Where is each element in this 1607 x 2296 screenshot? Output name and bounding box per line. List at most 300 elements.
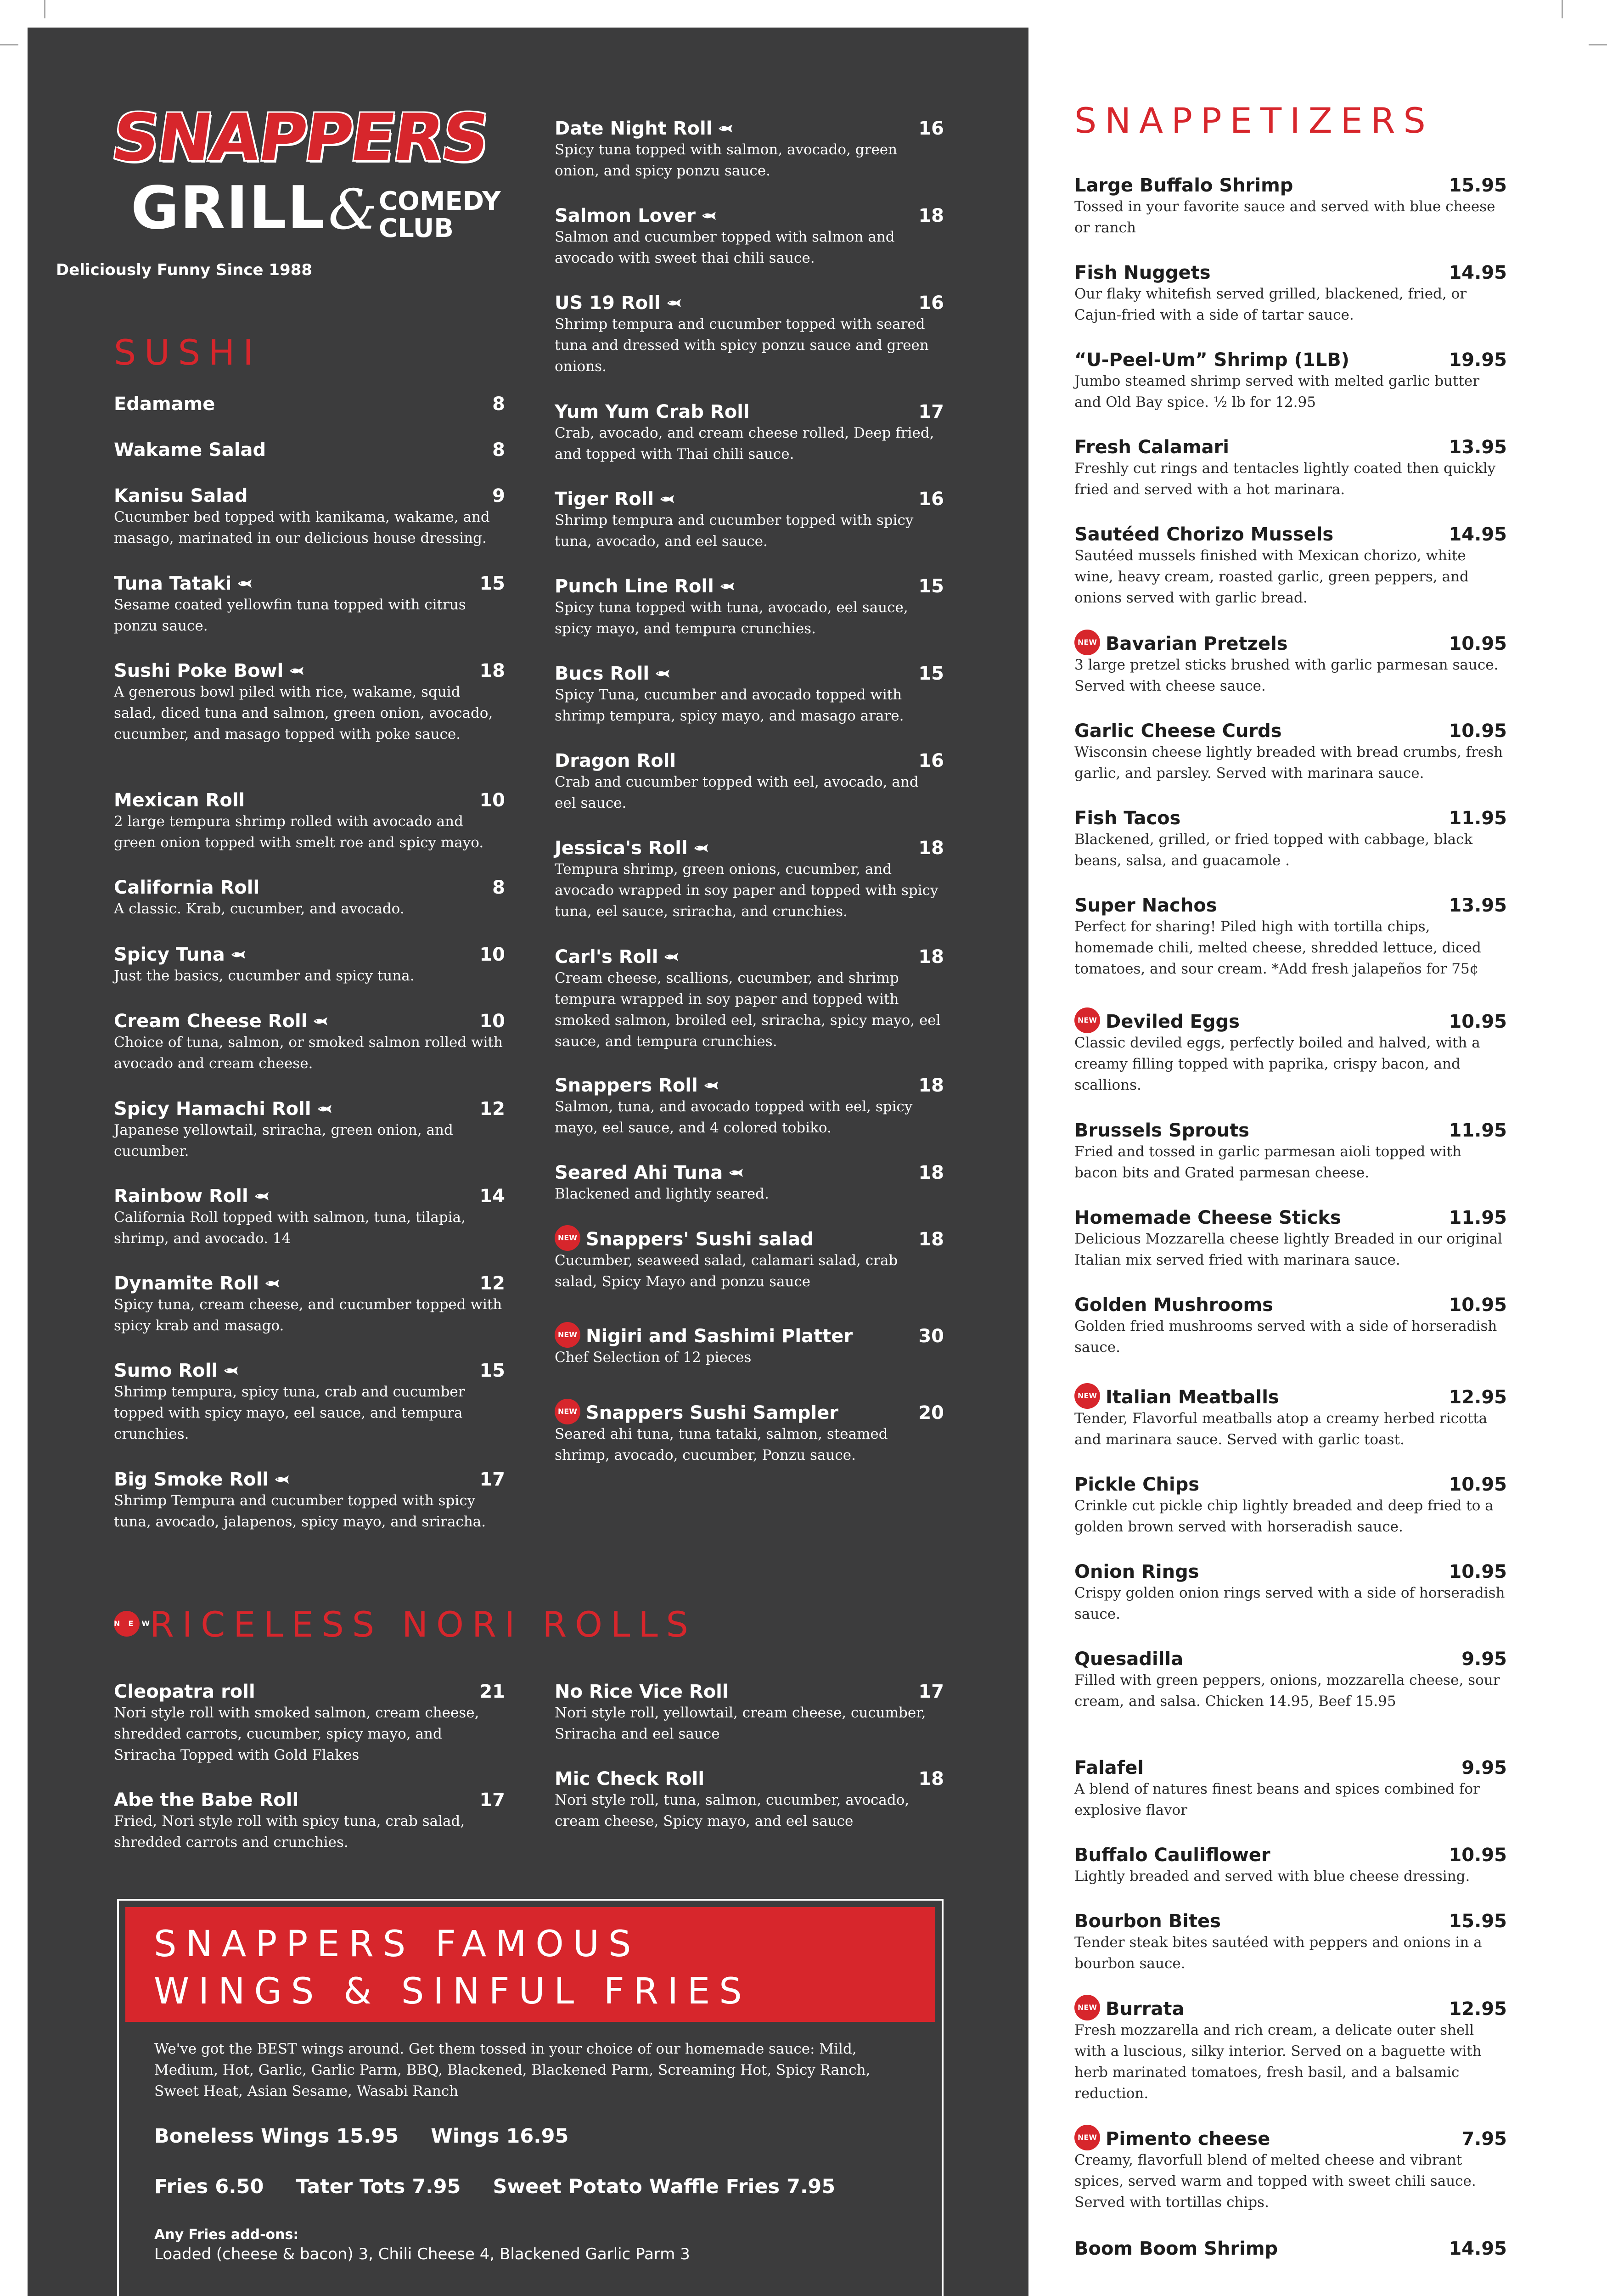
menu-item-price: 14.95 bbox=[1449, 262, 1507, 283]
menu-item-price: 13.95 bbox=[1449, 895, 1507, 916]
logo-ampersand: & bbox=[328, 178, 377, 242]
menu-item-name: Fish Tacos bbox=[1074, 808, 1181, 829]
menu-item-header bbox=[114, 1271, 505, 1296]
menu-item bbox=[1074, 435, 1507, 500]
menu-item bbox=[114, 1184, 505, 1249]
menu-item-description: A blend of natures finest beans and spices combined for explosive flavor bbox=[1074, 1781, 1480, 1818]
menu-item-description: Lightly breaded and served with blue cheese dressing. bbox=[1074, 1868, 1470, 1885]
menu-item-description: Our flaky whitefish served grilled, blackened, fried, or Cajun-fried with a side of tartar sauce. bbox=[1074, 286, 1467, 323]
menu-item-header bbox=[114, 484, 505, 508]
menu-item-name: Rainbow Roll bbox=[114, 1184, 270, 1209]
menu-item-description: Seared ahi tuna, tuna tataki, salmon, steamed shrimp, avocado, cucumber, Ponzu sauce. bbox=[555, 1426, 888, 1463]
menu-item-name: Onion Rings bbox=[1074, 1561, 1199, 1582]
menu-item bbox=[1074, 1385, 1507, 1450]
menu-item-header bbox=[1074, 1293, 1507, 1317]
menu-item-description: A generous bowl piled with rice, wakame, squid salad, diced tuna and salmon, green onion, avocado, cucumber, and masago topped with poke sauce. bbox=[114, 684, 493, 743]
menu-item-header bbox=[114, 392, 505, 416]
menu-item-price: 18 bbox=[918, 946, 944, 968]
menu-item-price: 9.95 bbox=[1461, 1649, 1507, 1670]
menu-item-name: Big Smoke Roll bbox=[114, 1467, 291, 1492]
menu-item-description: Tender steak bites sautéed with peppers and onions in a bourbon sauce. bbox=[1074, 1934, 1482, 1972]
raw-fish-icon bbox=[317, 1096, 333, 1120]
menu-item-name: Homemade Cheese Sticks bbox=[1074, 1207, 1341, 1228]
menu-item bbox=[1074, 1559, 1507, 1625]
menu-item-description: Crinkle cut pickle chip lightly breaded and deep fried to a golden brown served with horseradish sauce. bbox=[1074, 1497, 1494, 1535]
menu-item-price: 12.95 bbox=[1449, 1387, 1507, 1408]
menu-item bbox=[555, 945, 944, 1052]
menu-item-price: 11.95 bbox=[1449, 1120, 1507, 1141]
raw-fish-icon bbox=[659, 486, 676, 511]
menu-item-header bbox=[114, 1009, 505, 1034]
menu-item-header bbox=[1074, 522, 1507, 547]
menu-item bbox=[1074, 1205, 1507, 1271]
menu-item-description: Spicy tuna topped with salmon, avocado, green onion, and spicy ponzu sauce. bbox=[555, 141, 898, 179]
menu-item-header bbox=[114, 788, 505, 813]
menu-item-price: 8 bbox=[492, 394, 505, 415]
new-badge: NEW bbox=[555, 1399, 580, 1424]
crop-mark bbox=[1589, 44, 1607, 45]
menu-item-name: Large Buffalo Shrimp bbox=[1074, 175, 1293, 196]
menu-item-name: Dynamite Roll bbox=[114, 1271, 281, 1296]
menu-item bbox=[555, 1679, 944, 1745]
menu-item-name: Kanisu Salad bbox=[114, 485, 248, 506]
menu-item-price: 12 bbox=[479, 1098, 505, 1120]
menu-item bbox=[114, 1788, 505, 1853]
menu-item-header bbox=[555, 748, 944, 773]
crop-mark bbox=[1562, 0, 1563, 18]
menu-item-name: Snappers Roll bbox=[555, 1073, 720, 1098]
menu-item bbox=[1074, 2236, 1507, 2261]
menu-item-header bbox=[114, 571, 505, 596]
menu-item-name: US 19 Roll bbox=[555, 291, 683, 315]
logo-wordmark: SNAPPERS bbox=[107, 100, 493, 176]
menu-item-header bbox=[114, 1467, 505, 1492]
new-badge: NEW bbox=[1074, 1995, 1100, 2020]
snappetizers-heading: SNAPPETIZERS bbox=[1074, 100, 1434, 141]
menu-item-description: Nori style roll, tuna, salmon, cucumber, avocado, cream cheese, Spicy mayo, and eel sauce bbox=[555, 1792, 910, 1829]
menu-item-description: Fried and tossed in garlic parmesan aioli topped with bacon bits and Grated parmesan cheese. bbox=[1074, 1143, 1461, 1181]
menu-item-price: 19.95 bbox=[1449, 349, 1507, 371]
menu-item-price: 16 bbox=[918, 489, 944, 510]
menu-item-header bbox=[1074, 260, 1507, 285]
new-badge: NEW bbox=[555, 1225, 580, 1251]
menu-item-price: 15.95 bbox=[1449, 175, 1507, 196]
menu-item-price: 16 bbox=[918, 118, 944, 139]
menu-item bbox=[114, 942, 505, 986]
menu-item-name: Bucs Roll bbox=[555, 661, 671, 686]
menu-item bbox=[1074, 173, 1507, 238]
menu-item bbox=[555, 203, 944, 269]
menu-item-name: NEW Snappers' Sushi salad bbox=[555, 1227, 814, 1252]
menu-item-name: Bourbon Bites bbox=[1074, 1911, 1221, 1932]
menu-item-price: 12 bbox=[479, 1273, 505, 1294]
menu-item-price: 14.95 bbox=[1449, 2238, 1507, 2259]
wings-title-line1: SNAPPERS FAMOUS bbox=[154, 1924, 641, 1965]
menu-item-price: 30 bbox=[918, 1326, 944, 1347]
menu-item-header bbox=[555, 116, 944, 141]
menu-item-name: Spicy Hamachi Roll bbox=[114, 1097, 333, 1121]
menu-item-price: 10.95 bbox=[1449, 1561, 1507, 1582]
menu-item-description: Cream cheese, scallions, cucumber, and shrimp tempura wrapped in soy paper and topped with smoked salmon, broiled eel, sriracha, spicy mayo, eel sauce, and tempura crunchies. bbox=[555, 970, 941, 1050]
fries-price-item: Sweet Potato Waffle Fries 7.95 bbox=[493, 2175, 836, 2198]
menu-item-header bbox=[1074, 173, 1507, 198]
menu-item bbox=[114, 484, 505, 549]
menu-item-description: Sautéed mussels finished with Mexican chorizo, white wine, heavy cream, roasted garlic, green peppers, and onions served with garlic bread. bbox=[1074, 547, 1469, 606]
menu-item-description: Freshly cut rings and tentacles lightly coated then quickly fried and served with a hot marinara. bbox=[1074, 460, 1496, 498]
raw-fish-icon bbox=[289, 658, 305, 682]
raw-fish-icon bbox=[718, 115, 734, 140]
menu-item bbox=[555, 116, 944, 181]
menu-item-name: Wakame Salad bbox=[114, 439, 266, 461]
menu-item bbox=[114, 875, 505, 919]
menu-item-name: Falafel bbox=[1074, 1757, 1144, 1778]
menu-item bbox=[555, 1227, 944, 1292]
menu-item-header bbox=[114, 1679, 505, 1704]
menu-item bbox=[1074, 1293, 1507, 1358]
menu-item bbox=[1074, 1997, 1507, 2104]
menu-item bbox=[114, 658, 505, 745]
menu-item-header bbox=[555, 400, 944, 424]
menu-item-name: Punch Line Roll bbox=[555, 574, 736, 599]
menu-item-header bbox=[555, 1767, 944, 1791]
menu-item bbox=[1074, 1756, 1507, 1821]
menu-item bbox=[114, 1009, 505, 1074]
menu-item-price: 9 bbox=[492, 485, 505, 506]
menu-item-name: Jessica's Roll bbox=[555, 836, 710, 861]
menu-item-price: 18 bbox=[918, 1162, 944, 1183]
menu-item-header bbox=[1074, 1909, 1507, 1934]
menu-item-name: Mic Check Roll bbox=[555, 1768, 705, 1790]
menu-item-header bbox=[555, 661, 944, 686]
menu-item-name: Quesadilla bbox=[1074, 1649, 1184, 1670]
menu-item-header bbox=[1074, 1559, 1507, 1584]
menu-item-name: Cleopatra roll bbox=[114, 1681, 255, 1702]
menu-item-header bbox=[1074, 1997, 1507, 2021]
fries-prices bbox=[154, 2175, 867, 2198]
menu-item-price: 10.95 bbox=[1449, 633, 1507, 654]
menu-item-header bbox=[1074, 631, 1507, 656]
menu-item-price: 15 bbox=[918, 576, 944, 597]
wings-and-fries-box bbox=[117, 1899, 944, 2296]
menu-item bbox=[555, 400, 944, 465]
riceless-heading: NEWRICELESS NORI ROLLS bbox=[114, 1604, 697, 1645]
menu-item-price: 18 bbox=[918, 205, 944, 226]
menu-item-description: Delicious Mozzarella cheese lightly Breaded in our original Italian mix served fried with marinara sauce. bbox=[1074, 1231, 1502, 1268]
menu-item-price: 21 bbox=[479, 1681, 505, 1702]
menu-item-name: Golden Mushrooms bbox=[1074, 1294, 1273, 1316]
menu-item bbox=[1074, 631, 1507, 697]
menu-item bbox=[555, 487, 944, 552]
menu-item-name: Fish Nuggets bbox=[1074, 262, 1211, 283]
raw-fish-icon bbox=[701, 203, 718, 227]
raw-fish-icon bbox=[666, 290, 683, 315]
menu-item bbox=[1074, 719, 1507, 784]
menu-item-name: Brussels Sprouts bbox=[1074, 1120, 1249, 1141]
menu-item bbox=[1074, 348, 1507, 413]
wings-title-line2: WINGS & SINFUL FRIES bbox=[154, 1971, 751, 2012]
menu-item-header bbox=[555, 1073, 944, 1098]
menu-item-description: Cucumber, seaweed salad, calamari salad, crab salad, Spicy Mayo and ponzu sauce bbox=[555, 1252, 898, 1290]
menu-item-description: Shrimp tempura and cucumber topped with seared tuna and dressed with spicy ponzu sauce and green onions. bbox=[555, 316, 929, 375]
menu-item-header bbox=[555, 1324, 944, 1349]
raw-fish-icon bbox=[719, 573, 736, 598]
menu-item-price: 10 bbox=[479, 944, 505, 965]
menu-item-description: Salmon and cucumber topped with salmon and avocado with sweet thai chili sauce. bbox=[555, 229, 895, 266]
menu-item-description: Jumbo steamed shrimp served with melted garlic butter and Old Bay spice. ½ lb for 12.95 bbox=[1074, 373, 1480, 411]
menu-item-header bbox=[555, 487, 944, 512]
menu-item-name: NEW Deviled Eggs bbox=[1074, 1009, 1240, 1034]
menu-item bbox=[1074, 260, 1507, 326]
menu-item-description: Tossed in your favorite sauce and served with blue cheese or ranch bbox=[1074, 198, 1495, 236]
menu-item-name: Seared Ahi Tuna bbox=[555, 1160, 745, 1185]
menu-item-name: Yum Yum Crab Roll bbox=[555, 401, 750, 422]
menu-item-name: Tuna Tataki bbox=[114, 571, 253, 596]
menu-item-name: Dragon Roll bbox=[555, 750, 676, 771]
menu-item-description: Classic deviled eggs, perfectly boiled and halved, with a creamy filling topped with paprika, crispy bacon, and scallions. bbox=[1074, 1035, 1480, 1093]
menu-item-header bbox=[1074, 1205, 1507, 1230]
menu-item-description: Golden fried mushrooms served with a side of horseradish sauce. bbox=[1074, 1318, 1497, 1356]
menu-item bbox=[555, 1160, 944, 1204]
fries-price-item: Tater Tots 7.95 bbox=[296, 2175, 461, 2198]
menu-item-description: Sesame coated yellowfin tuna topped with citrus ponzu sauce. bbox=[114, 597, 466, 634]
menu-item-description: Spicy tuna, cream cheese, and cucumber topped with spicy krab and masago. bbox=[114, 1296, 502, 1334]
menu-item-name: California Roll bbox=[114, 877, 260, 898]
menu-item-price: 10.95 bbox=[1449, 1845, 1507, 1866]
menu-item-price: 18 bbox=[918, 1075, 944, 1096]
menu-item-price: 10 bbox=[479, 1011, 505, 1032]
menu-item-header bbox=[555, 1679, 944, 1704]
menu-item-name: Garlic Cheese Curds bbox=[1074, 720, 1282, 742]
menu-item-price: 17 bbox=[918, 1681, 944, 1702]
new-badge: NEW bbox=[1074, 630, 1100, 655]
new-badge: NEW bbox=[1074, 1007, 1100, 1033]
new-badge: NEW bbox=[114, 1611, 140, 1637]
menu-item bbox=[1074, 1843, 1507, 1887]
menu-item-header bbox=[1074, 1472, 1507, 1497]
menu-item bbox=[1074, 1118, 1507, 1183]
menu-item-header bbox=[555, 945, 944, 969]
menu-item-description: Perfect for sharing! Piled high with tortilla chips, homemade chili, melted cheese, shredded lettuce, diced tomatoes, and sour cream. *Add fresh jalapeños for 75¢ bbox=[1074, 918, 1481, 977]
menu-item-header bbox=[1074, 1385, 1507, 1410]
menu-item-price: 18 bbox=[918, 838, 944, 859]
menu-item-header bbox=[1074, 1756, 1507, 1780]
menu-item bbox=[555, 291, 944, 377]
menu-item-header bbox=[1074, 806, 1507, 831]
crop-mark bbox=[44, 0, 45, 18]
menu-item-description: Wisconsin cheese lightly breaded with bread crumbs, fresh garlic, and parsley. Served with marinara sauce. bbox=[1074, 744, 1503, 782]
menu-item-name: Super Nachos bbox=[1074, 895, 1217, 916]
menu-item bbox=[555, 574, 944, 639]
menu-item-price: 16 bbox=[918, 293, 944, 314]
menu-item-price: 11.95 bbox=[1449, 1207, 1507, 1228]
menu-item-description: Shrimp tempura and cucumber topped with spicy tuna, avocado, and eel sauce. bbox=[555, 512, 914, 550]
menu-item bbox=[1074, 522, 1507, 608]
addons-text: Loaded (cheese & bacon) 3, Chili Cheese 4, Blackened Garlic Parm 3 bbox=[154, 2245, 690, 2263]
menu-item bbox=[1074, 893, 1507, 979]
menu-item-header bbox=[114, 1788, 505, 1812]
menu-item-header bbox=[114, 658, 505, 683]
menu-item-header bbox=[1074, 348, 1507, 372]
raw-fish-icon bbox=[693, 835, 710, 860]
menu-item-description: 2 large tempura shrimp rolled with avocado and green onion topped with smelt roe and spicy mayo. bbox=[114, 813, 484, 851]
menu-item-description: Japanese yellowtail, sriracha, green onion, and cucumber. bbox=[114, 1122, 453, 1159]
menu-item bbox=[114, 1467, 505, 1532]
menu-item bbox=[1074, 1472, 1507, 1537]
menu-item-name: Tiger Roll bbox=[555, 487, 676, 512]
menu-item-description: Choice of tuna, salmon, or smoked salmon rolled with avocado and cream cheese. bbox=[114, 1034, 503, 1072]
menu-item-name: Cream Cheese Roll bbox=[114, 1009, 329, 1034]
menu-item bbox=[1074, 806, 1507, 871]
fries-price-item: Fries 6.50 bbox=[154, 2175, 264, 2198]
menu-item-name: Pickle Chips bbox=[1074, 1474, 1200, 1495]
menu-item-price: 14.95 bbox=[1449, 524, 1507, 545]
menu-item-price: 15 bbox=[479, 573, 505, 594]
wings-prices bbox=[154, 2125, 601, 2148]
menu-item-price: 10.95 bbox=[1449, 720, 1507, 742]
menu-item bbox=[1074, 2127, 1507, 2213]
menu-item-header bbox=[555, 1160, 944, 1185]
new-badge: NEW bbox=[555, 1322, 580, 1348]
wings-price-item: Boneless Wings 15.95 bbox=[154, 2125, 399, 2148]
menu-item-price: 18 bbox=[918, 1768, 944, 1790]
menu-item-name: NEW Snappers Sushi Sampler bbox=[555, 1401, 838, 1425]
menu-item bbox=[1074, 1647, 1507, 1712]
menu-item-price: 16 bbox=[918, 750, 944, 771]
menu-item-description: Nori style roll, yellowtail, cream cheese, cucumber, Sriracha and eel sauce bbox=[555, 1705, 926, 1742]
menu-item bbox=[114, 1271, 505, 1336]
menu-item-price: 18 bbox=[479, 660, 505, 681]
menu-item-price: 15 bbox=[479, 1360, 505, 1381]
raw-fish-icon bbox=[254, 1183, 270, 1208]
menu-item-header bbox=[1074, 435, 1507, 460]
menu-item-description: Blackened and lightly seared. bbox=[555, 1186, 769, 1202]
menu-item-name: Buffalo Cauliflower bbox=[1074, 1845, 1270, 1866]
menu-item-name: Spicy Tuna bbox=[114, 942, 247, 967]
menu-item-price: 17 bbox=[918, 401, 944, 422]
menu-item bbox=[114, 392, 505, 416]
menu-item-name: Sautéed Chorizo Mussels bbox=[1074, 524, 1334, 545]
menu-item-name: Salmon Lover bbox=[555, 203, 718, 228]
menu-item bbox=[555, 748, 944, 814]
menu-item bbox=[555, 1401, 944, 1466]
menu-item-header bbox=[1074, 1843, 1507, 1868]
menu-item-description: Salmon, tuna, and avocado topped with eel, spicy mayo, eel sauce, and 4 colored tobiko. bbox=[555, 1098, 913, 1136]
menu-item bbox=[555, 1324, 944, 1368]
menu-item-description: Filled with green peppers, onions, mozzarella cheese, sour cream, and salsa. Chicken 14.95, Beef 15.95 bbox=[1074, 1672, 1500, 1710]
menu-item-price: 12.95 bbox=[1449, 1998, 1507, 2020]
menu-item-name: Date Night Roll bbox=[555, 116, 734, 141]
menu-item-price: 17 bbox=[479, 1469, 505, 1490]
menu-item-header bbox=[555, 1227, 944, 1252]
raw-fish-icon bbox=[655, 660, 671, 685]
menu-item-name: NEW Bavarian Pretzels bbox=[1074, 631, 1288, 656]
menu-item bbox=[555, 1767, 944, 1832]
menu-item-name: NEW Pimento cheese bbox=[1074, 2127, 1270, 2151]
menu-item-price: 9.95 bbox=[1461, 1757, 1507, 1778]
menu-item-price: 15 bbox=[918, 663, 944, 684]
menu-item-description: Fresh mozzarella and rich cream, a delicate outer shell with a luscious, silky interior. Served on a baguette with herb marinated tomatoes, fresh basil, and a balsamic reduction. bbox=[1074, 2022, 1482, 2102]
menu-item-header bbox=[555, 1401, 944, 1425]
menu-item bbox=[114, 1097, 505, 1162]
menu-item-description: Crab and cucumber topped with eel, avocado, and eel sauce. bbox=[555, 774, 919, 811]
menu-item-price: 10 bbox=[479, 790, 505, 811]
menu-item bbox=[114, 1358, 505, 1445]
raw-fish-icon bbox=[728, 1159, 745, 1184]
menu-item-description: Nori style roll with smoked salmon, cream cheese, shredded carrots, cucumber, spicy mayo, and Sriracha Topped with Gold Flakes bbox=[114, 1705, 479, 1763]
menu-item bbox=[1074, 1909, 1507, 1974]
new-badge: NEW bbox=[1074, 1383, 1100, 1409]
menu-item-name: Edamame bbox=[114, 394, 215, 415]
tagline: Deliciously Funny Since 1988 bbox=[56, 261, 313, 279]
menu-item-price: 13.95 bbox=[1449, 437, 1507, 458]
menu-item-header bbox=[555, 203, 944, 228]
menu-item-description: Just the basics, cucumber and spicy tuna. bbox=[114, 968, 415, 984]
menu-item bbox=[1074, 1009, 1507, 1096]
menu-item-description: Spicy tuna topped with tuna, avocado, eel sauce, spicy mayo, and tempura crunchies. bbox=[555, 599, 908, 637]
menu-item-price: 11.95 bbox=[1449, 808, 1507, 829]
menu-item-description: Crab, avocado, and cream cheese rolled, Deep fried, and topped with Thai chili sauce. bbox=[555, 425, 934, 462]
menu-item-name: Carl's Roll bbox=[555, 945, 680, 969]
logo-grill: GRILL bbox=[131, 174, 326, 242]
menu-item-header bbox=[114, 1358, 505, 1383]
menu-item-description: 3 large pretzel sticks brushed with garlic parmesan sauce. Served with cheese sauce. bbox=[1074, 657, 1499, 694]
raw-fish-icon bbox=[313, 1008, 329, 1033]
menu-item-header bbox=[1074, 1009, 1507, 1034]
menu-item bbox=[555, 661, 944, 726]
menu-item-name: NEW Burrata bbox=[1074, 1997, 1185, 2021]
menu-item-header bbox=[1074, 1118, 1507, 1143]
menu-item-description: Tempura shrimp, green onions, cucumber, and avocado wrapped in soy paper and topped with spicy tuna, eel sauce, sriracha, and crunchies. bbox=[555, 861, 938, 920]
menu-item-description: Cucumber bed topped with kanikama, wakame, and masago, marinated in our delicious house dressing. bbox=[114, 509, 490, 546]
menu-item-description: Spicy Tuna, cucumber and avocado topped with shrimp tempura, spicy mayo, and masago arare. bbox=[555, 687, 904, 724]
menu-item-price: 20 bbox=[918, 1402, 944, 1424]
raw-fish-icon bbox=[264, 1270, 281, 1295]
raw-fish-icon bbox=[274, 1466, 291, 1491]
menu-item-price: 10.95 bbox=[1449, 1294, 1507, 1316]
raw-fish-icon bbox=[237, 570, 253, 595]
menu-item-header bbox=[555, 836, 944, 861]
menu-item-name: Abe the Babe Roll bbox=[114, 1790, 299, 1811]
menu-item-description: Fried, Nori style roll with spicy tuna, crab salad, shredded carrots and crunchies. bbox=[114, 1813, 465, 1851]
menu-item-description: Blackened, grilled, or fried topped with cabbage, black beans, salsa, and guacamole . bbox=[1074, 831, 1473, 869]
menu-item-description: Crispy golden onion rings served with a side of horseradish sauce. bbox=[1074, 1585, 1505, 1622]
wings-header bbox=[125, 1907, 935, 2022]
menu-item-description: A classic. Krab, cucumber, and avocado. bbox=[114, 900, 405, 917]
menu-item bbox=[114, 438, 505, 462]
menu-item-header bbox=[114, 1184, 505, 1209]
raw-fish-icon bbox=[703, 1072, 720, 1097]
menu-item-header bbox=[114, 1097, 505, 1121]
raw-fish-icon bbox=[230, 941, 247, 966]
menu-item-description: Tender, Flavorful meatballs atop a creamy herbed ricotta and marinara sauce. Served with garlic toast. bbox=[1074, 1410, 1488, 1448]
menu-item-price: 14 bbox=[479, 1186, 505, 1207]
addons-title: Any Fries add-ons: bbox=[154, 2227, 299, 2243]
menu-item-name: Sushi Poke Bowl bbox=[114, 658, 305, 683]
menu-item bbox=[114, 1679, 505, 1766]
menu-item-description: Chef Selection of 12 pieces bbox=[555, 1349, 752, 1366]
menu-item-description: Creamy, flavorfull blend of melted cheese and vibrant spices, served warm and topped with sweet chili sauce. Served with tortillas chips. bbox=[1074, 2152, 1476, 2211]
menu-item-header bbox=[555, 574, 944, 599]
menu-item-name: Boom Boom Shrimp bbox=[1074, 2238, 1278, 2259]
logo-comedy-club: COMEDY CLUB bbox=[379, 186, 501, 243]
menu-item-description: Shrimp Tempura and cucumber topped with spicy tuna, avocado, jalapenos, spicy mayo, and sriracha. bbox=[114, 1492, 486, 1530]
wings-intro: We've got the BEST wings around. Get them tossed in your choice of our homemade sauce: Mild, Medium, Hot, Garlic, Garlic Parm, BBQ, Blackened, Blackened Parm, Screaming Hot, Spicy Ranch, Sweet Heat, Asian Sesame, Wasabi Ranch bbox=[154, 2041, 871, 2099]
menu-item-header bbox=[114, 875, 505, 900]
menu-item-header bbox=[1074, 1647, 1507, 1671]
menu-item-price: 15.95 bbox=[1449, 1911, 1507, 1932]
menu-item bbox=[114, 571, 505, 636]
menu-item-price: 8 bbox=[492, 877, 505, 898]
